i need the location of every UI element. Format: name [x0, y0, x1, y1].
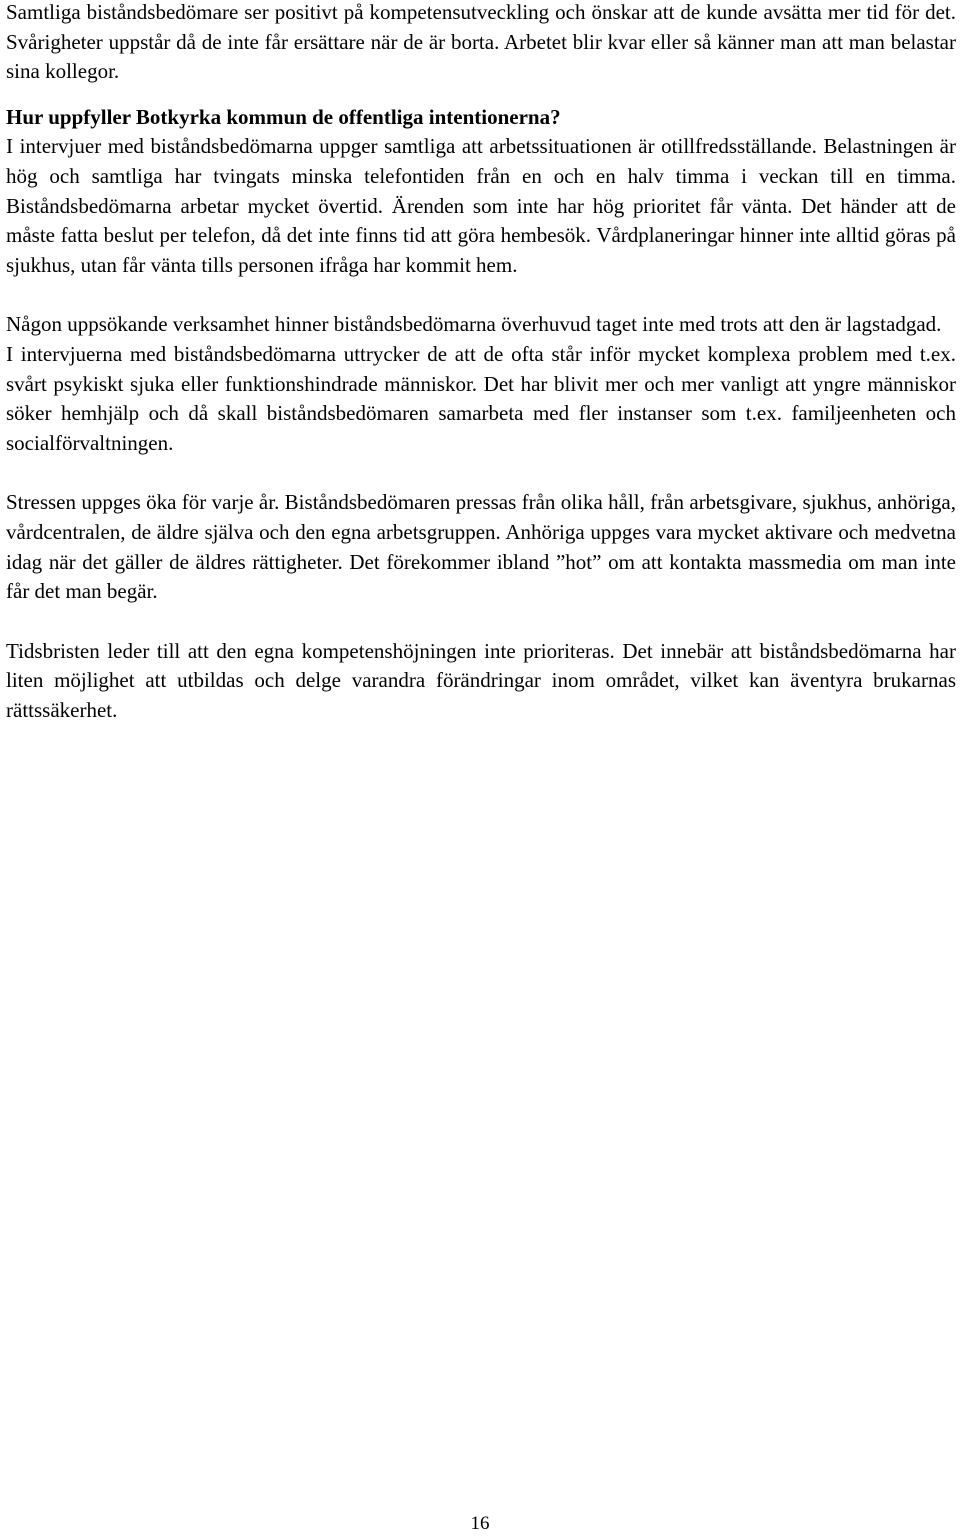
page-number: 16: [470, 1513, 490, 1534]
paragraph-competence-development: Samtliga biståndsbedömare ser positivt på kompetensutveckling och önskar att de kunde avsätta mer tid för det. Svårigheter uppstår då de inte får ersättare när de är borta. Arbetet blir kvar eller så känner man att man belastar sina kollegor.: [6, 0, 956, 84]
paragraph-stress: Stressen uppges öka för varje år. Biståndsbedömaren pressas från olika håll, från arbetsgivare, sjukhus, anhöriga, vårdcentralen, de äldre själva och den egna arbetsgruppen. Anhöriga uppges vara mycket aktivare och medvetna idag när det gäller de äldres rättigheter. Det förekommer ibland ”hot” om att kontakta massmedia om man inte får det man begär.: [6, 490, 956, 604]
paragraph-outreach: Någon uppsökande verksamhet hinner biståndsbedömarna överhuvud taget inte med trots att den är lagstadgad.: [6, 312, 942, 337]
section-heading: Hur uppfyller Botkyrka kommun de offentliga intentionerna?: [6, 104, 561, 129]
paragraph-work-situation: I intervjuer med biståndsbedömarna uppger samtliga att arbetssituationen är otillfredsställande. Belastningen är hög och samtliga har tvingats minska telefontiden från en och en halv timma i veckan till en timma. Biståndsbedömarna arbetar mycket övertid. Ärenden som inte har hög prioritet får vänta. Det händer att de måste fatta beslut per telefon, då det inte finns tid att göra hembesök. Vårdplaneringar hinner inte alltid göras på sjukhus, utan får vänta tills personen ifråga har kommit hem.: [6, 134, 956, 277]
document-page: [6, 0, 956, 725]
paragraph-complex-problems: I intervjuerna med biståndsbedömarna uttrycker de att de ofta står inför mycket komplexa problem med t.ex. svårt psykiskt sjuka eller funktionshindrade människor. Det har blivit mer och mer vanligt att yngre människor söker hemhjälp och då skall biståndsbedömaren samarbeta med fler instanser som t.ex. familjeenheten och socialförvaltningen.: [6, 341, 956, 455]
paragraph-time-shortage: Tidsbristen leder till att den egna kompetenshöjningen inte prioriteras. Det innebär att biståndsbedömarna har liten möjlighet att utbildas och delge varandra förändringar inom området, vilket kan äventyra brukarnas rättssäkerhet.: [6, 638, 956, 722]
